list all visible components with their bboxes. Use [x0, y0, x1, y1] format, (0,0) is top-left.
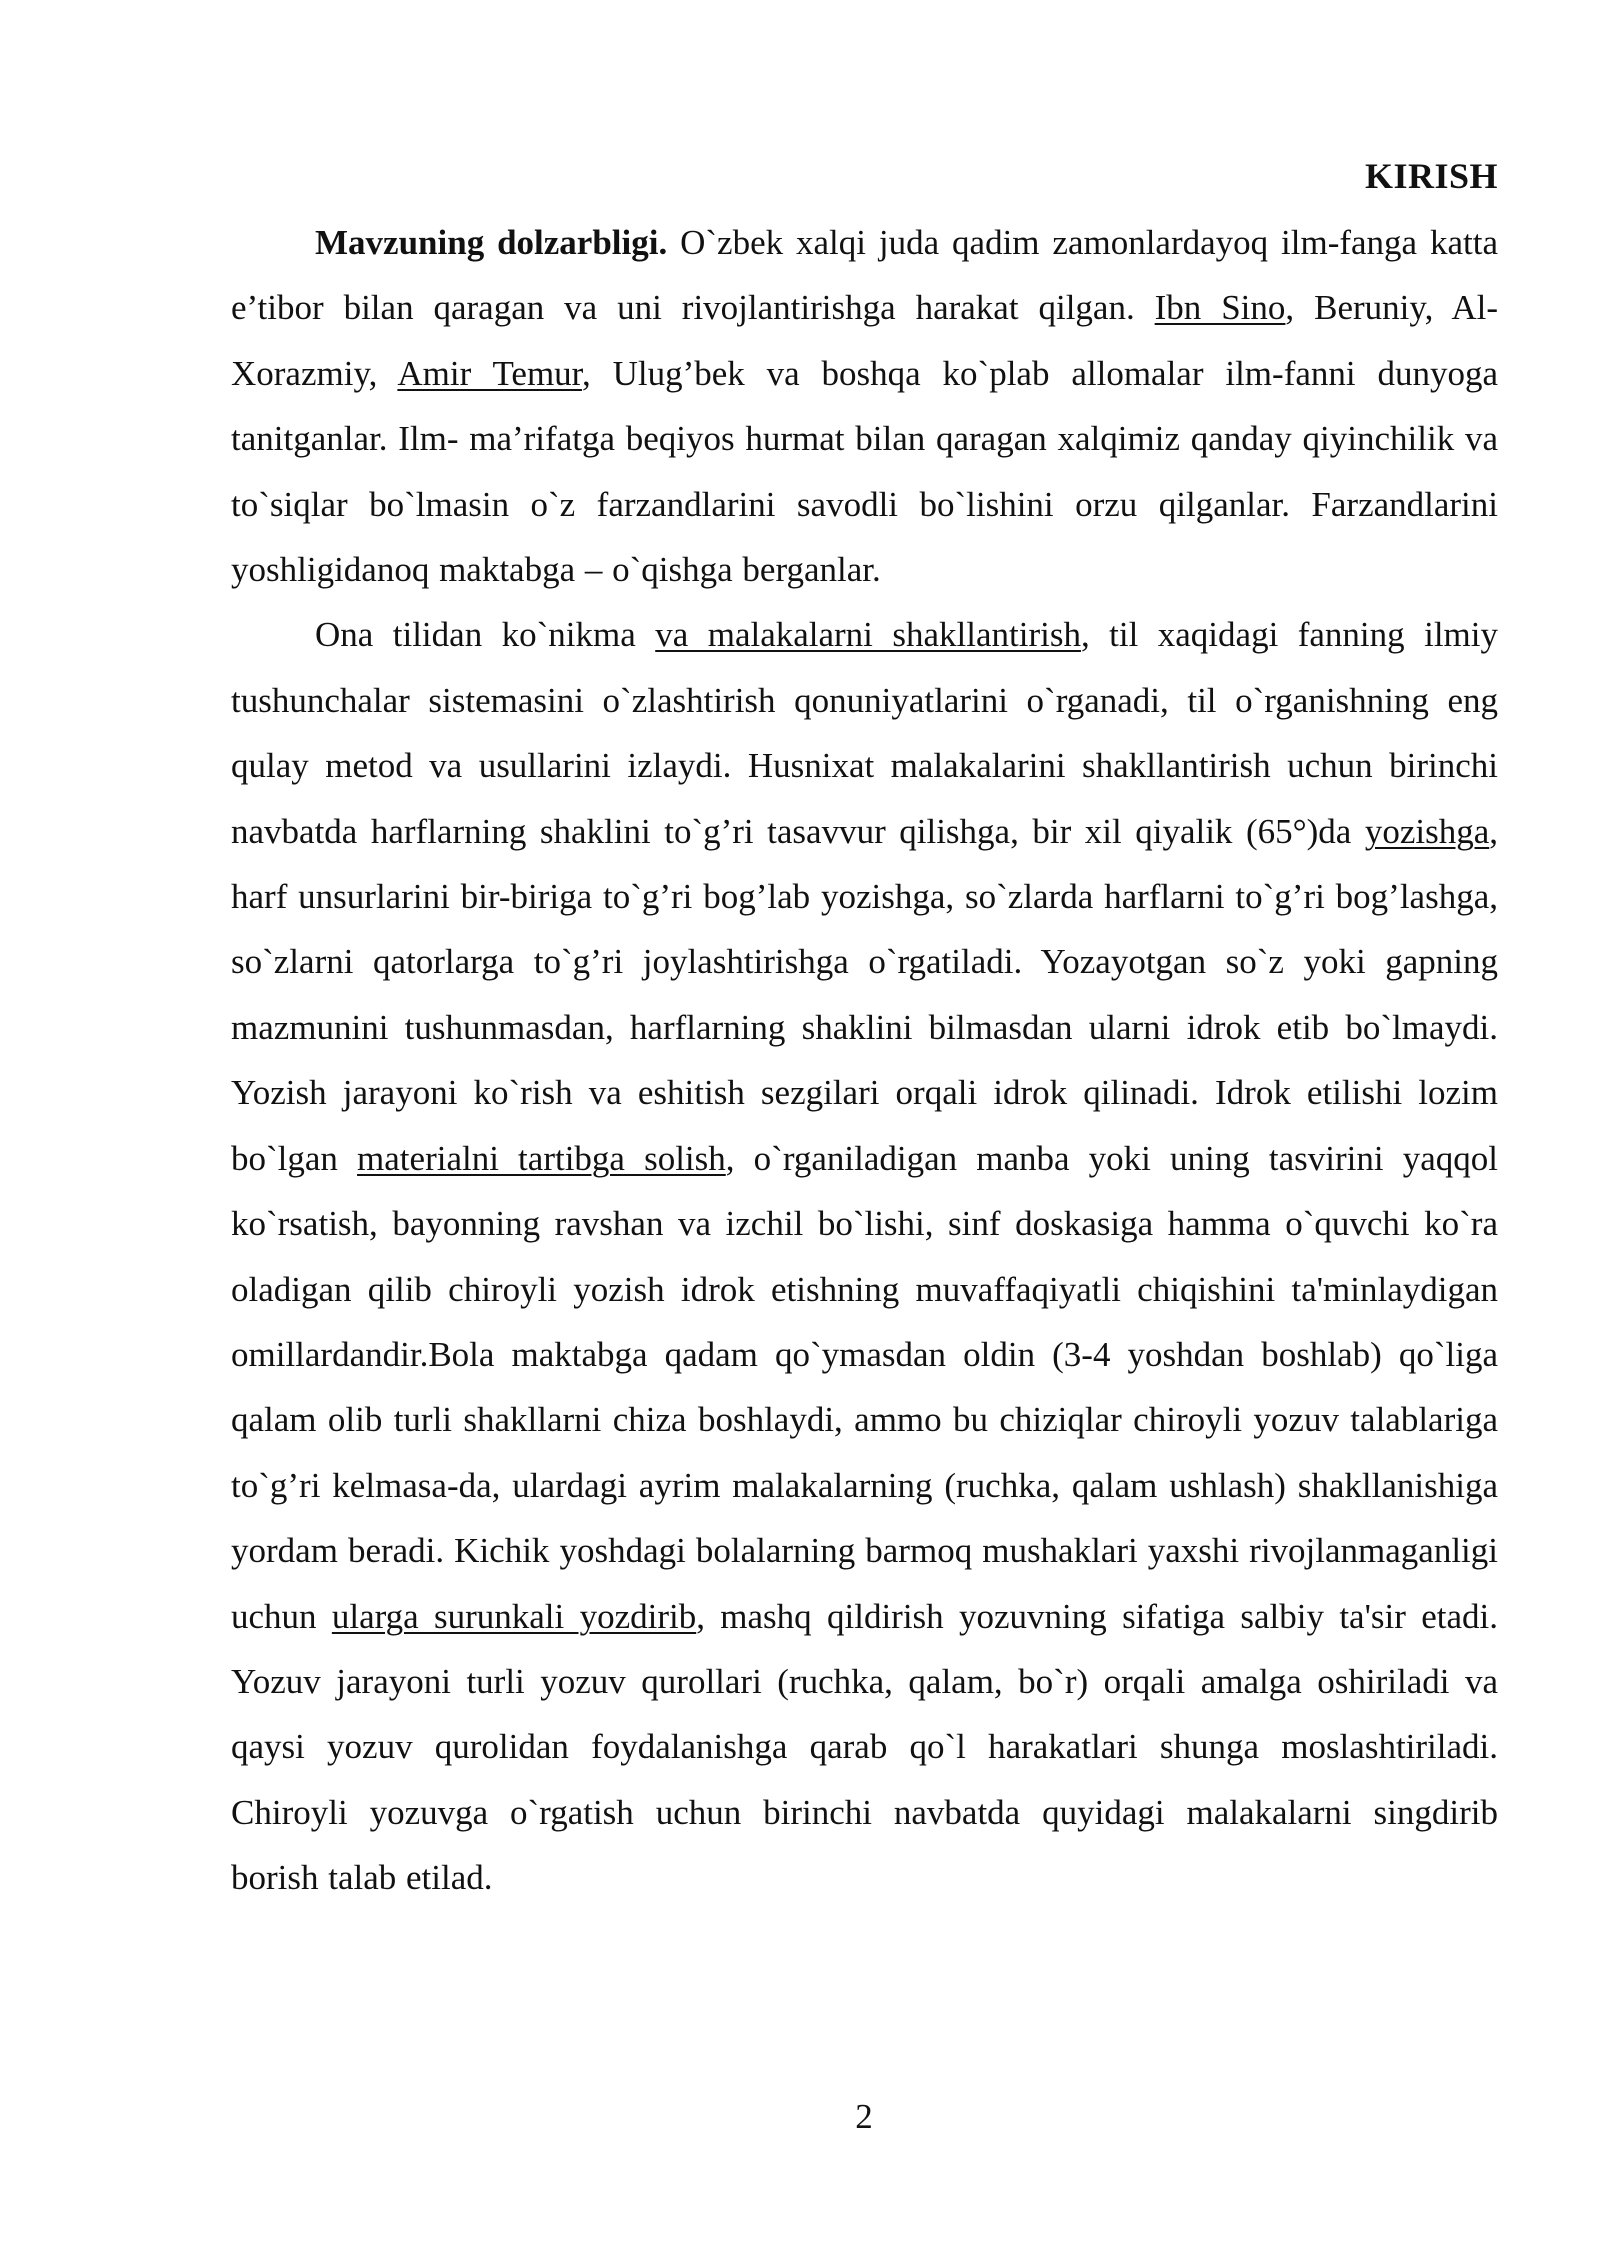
underlined-phrase: yozishga: [1364, 811, 1490, 851]
underlined-phrase: va malakalarni shakllantirish: [655, 615, 1081, 655]
paragraph-text: , til xaqidagi fanning ilmiy tushunchalar sistemasini o`zlashtirish qonuniyatlarini o`rganadi, til o`rganishning eng qulay metod va usullarini izlaydi. Husnixat malakalarini shakllantirish uchun birinchi navbatda harflarning shaklini to`g’ri tasavvur qilishga, bir xil qiyalik (65°)da: [231, 615, 1498, 851]
paragraph-text: , Ulug’bek va boshqa ko`plab allomalar ilm-fanni dunyoga tanitganlar. Ilm- ma’rifatga beqiyos hurmat bilan qaragan xalqimiz qanday qiyinchilik va to`siqlar bo`lmasin o`z farzandlarini savodli bo`lishini orzu qilganlar. Farzandlarini yoshligidanoq maktabga – o`qishga berganlar.: [231, 353, 1499, 590]
paragraph-text: , o`rganiladigan manba yoki uning tasvirini yaqqol ko`rsatish, bayonning ravshan va izchil bo`lishi, sinf doskasiga hamma o`quvchi ko`ra oladigan qilib chiroyli yozish idrok etishning muvaffaqiyatli chiqishini ta'minlaydigan omillardandir.Bola maktabga qadam qo`ymasdan oldin (3-4 yoshdan boshlab) qo`liga qalam olib turli shakllarni chiza boshlaydi, ammo bu chiziqlar chiroyli yozuv talablariga to`g’ri kelmasa-da, ulardagi ayrim malakalarning (ruchka, qalam ushlash) shakllanishiga yordam beradi. Kichik yoshdagi bolalarning barmoq mushaklari yaxshi rivojlanmaganligi uchun: [231, 1138, 1498, 1636]
paragraph-main: [231, 602, 1498, 1910]
paragraph-text: , harf unsurlarini bir-biriga to`g’ri bog’lab yozishga, so`zlarda harflarni to`g’ri bog’lashga, so`zlarni qatorlarga to`g’ri joylashtirishga o`rgatiladi. Yozayotgan so`z yoki gapning mazmunini tushunmasdan, harflarning shaklini bilmasdan ularni idrok etib bo`lmaydi. Yozish jarayoni ko`rish va eshitish sezgilari orqali idrok qilinadi. Idrok etilishi lozim bo`lgan: [231, 811, 1498, 1178]
paragraph-text: , Beruniy, Al-Xorazmiy,: [231, 288, 1498, 393]
underlined-phrase: Amir Temur: [397, 353, 582, 393]
underlined-phrase: ularga surunkali yozdirib: [331, 1596, 697, 1636]
paragraph-relevance: [231, 210, 1498, 602]
page-content: [231, 150, 1498, 1911]
section-heading: KIRISH: [1364, 156, 1498, 196]
paragraph-text: O`zbek xalqi juda qadim zamonlardayoq ilm-fanga katta e’tibor bilan qaragan va uni rivojlantirishga harakat qilgan.: [231, 223, 1498, 328]
paragraph-text: Ona tilidan ko`nikma: [315, 615, 656, 655]
paragraph-text: , mashq qildirish yozuvning sifatiga salbiy ta'sir etadi. Yozuv jarayoni turli yozuv qurollari (ruchka, qalam, bo`r) orqali amalga oshiriladi va qaysi yozuv qurolidan foydalanishga qarab qo`l harakatlari shunga moslashtiriladi. Chiroyli yozuvga o`rgatish uchun birinchi navbatda quyidagi malakalarni singdirib borish talab etilad.: [231, 1596, 1498, 1898]
page-number: 2: [855, 2097, 873, 2136]
paragraph-lead-bold: Mavzuning dolzarbligi.: [315, 223, 668, 262]
underlined-phrase: materialni tartibga solish: [357, 1138, 726, 1178]
underlined-phrase: Ibn Sino: [1154, 288, 1286, 328]
